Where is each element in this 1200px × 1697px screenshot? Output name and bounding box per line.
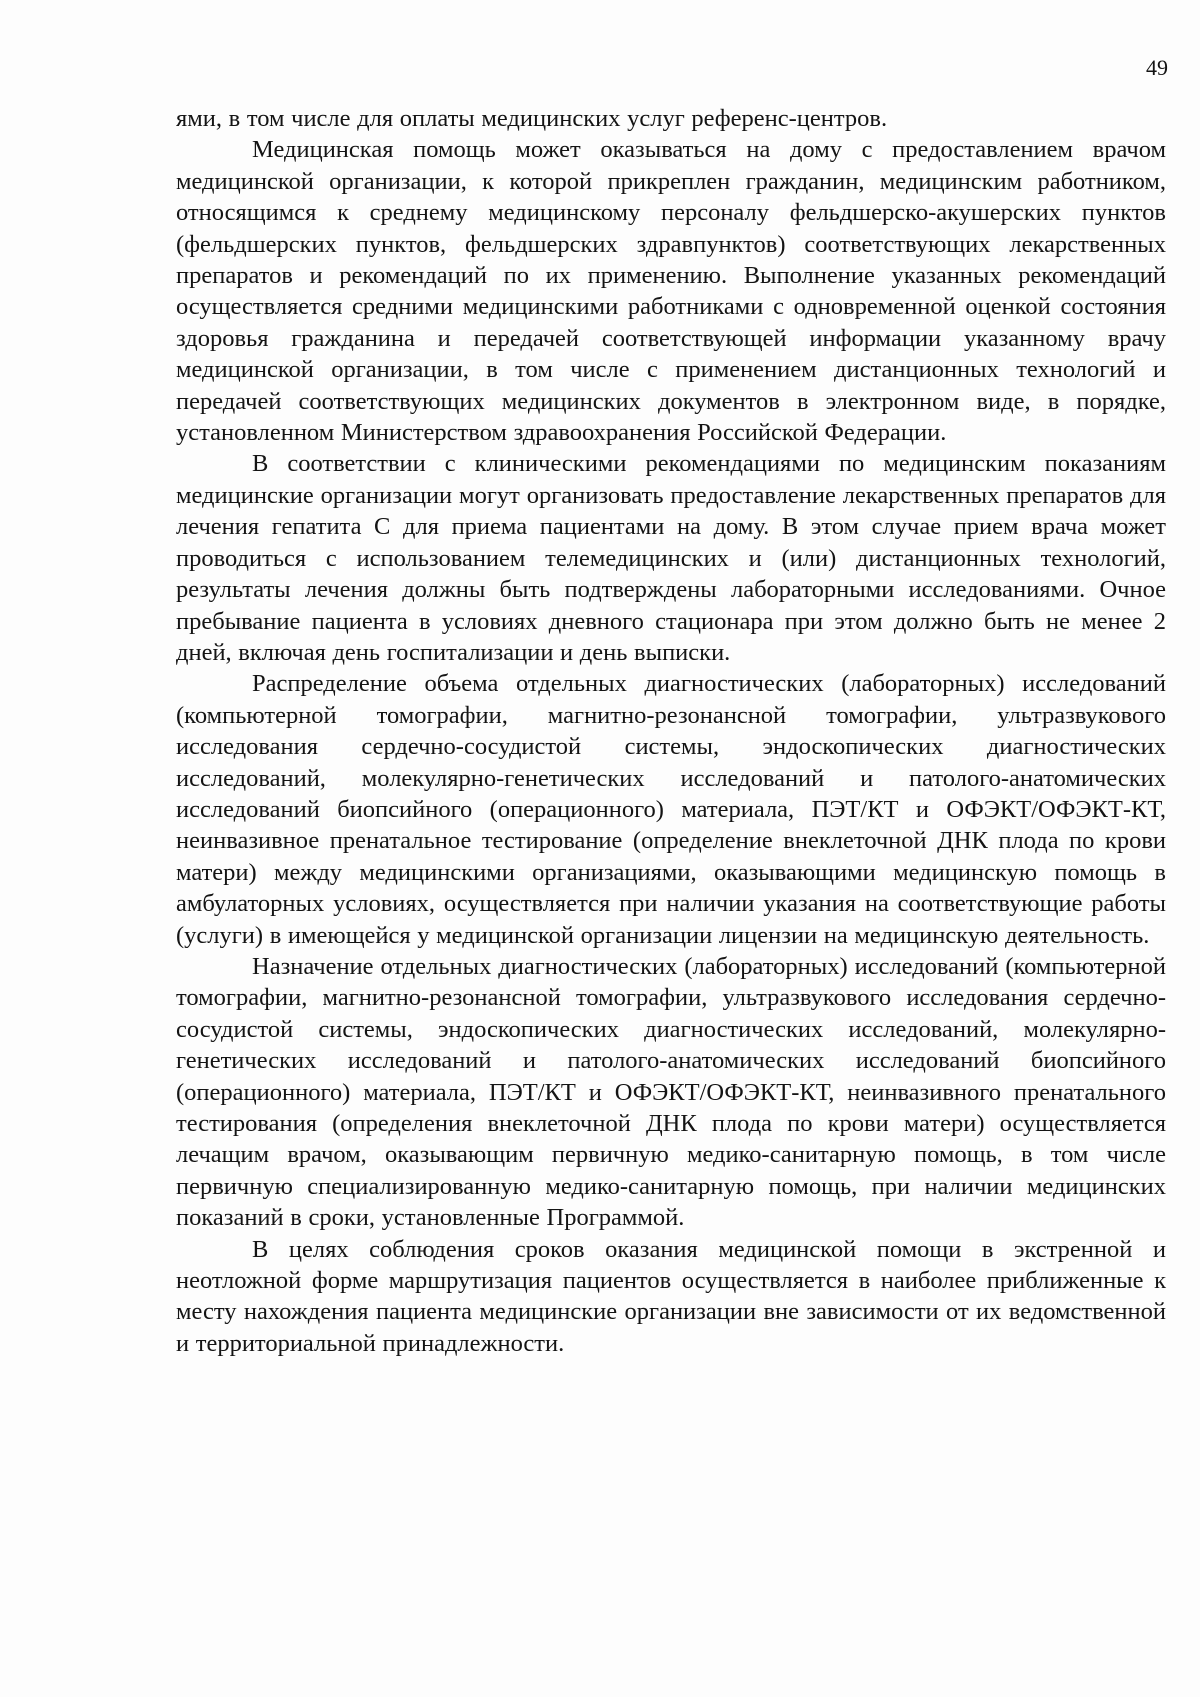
document-body xyxy=(176,103,1166,1359)
paragraph-diagnostic-prescription: Назначение отдельных диагностических (лабораторных) исследований (компьютерной томографии, магнитно-резонансной томографии, ультразвукового исследования сердечно-сосудистой системы, эндоскопических диагностических исследований, молекулярно-генетических исследований и патолого-анатомических исследований биопсийного (операционного) материала, ПЭТ/КТ и ОФЭКТ/ОФЭКТ-КТ, неинвазивного пренатального тестирования (определения внеклеточной ДНК плода по крови матери) осуществляется лечащим врачом, оказывающим первичную медико-санитарную помощь, в том числе первичную специализированную медико-санитарную помощь, при наличии медицинских показаний в сроки, установленные Программой. xyxy=(176,952,1166,1232)
paragraph-hepatitis-c: В соответствии с клиническими рекомендациями по медицинским показаниям медицинские организации могут организовать предоставление лекарственных препаратов для лечения гепатита С для приема пациентами на дому. В этом случае прием врача может проводиться с использованием телемедицинских и (или) дистанционных технологий, результаты лечения должны быть подтверждены лабораторными исследованиями. Очное пребывание пациента в условиях дневного стационара при этом должно быть не менее 2 дней, включая день госпитализации и день выписки. xyxy=(176,450,1166,666)
paragraph-emergency-routing: В целях соблюдения сроков оказания медицинской помощи в экстренной и неотложной форме маршрутизация пациентов осуществляется в наиболее приближенные к месту нахождения пациента медицинские организации вне зависимости от их ведомственной и территориальной принадлежности. xyxy=(176,1235,1166,1357)
paragraph-home-care: Медицинская помощь может оказываться на дому с предоставлением врачом медицинской организации, к которой прикреплен гражданин, медицинским работником, относящимся к среднему медицинскому персоналу фельдшерско-акушерских пунктов (фельдшерских пунктов, фельдшерских здравпунктов) соответствующих лекарственных препаратов и рекомендаций по их применению. Выполнение указанных рекомендаций осуществляется средними медицинскими работниками с одновременной оценкой состояния здоровья гражданина и передачей соответствующей информации указанному врачу медицинской организации, в том числе с применением дистанционных технологий и передачей соответствующих медицинских документов в электронном виде, в порядке, установленном Министерством здравоохранения Российской Федерации. xyxy=(176,136,1166,447)
paragraph-diagnostic-distribution: Распределение объема отдельных диагностических (лабораторных) исследований (компьютерной томографии, магнитно-резонансной томографии, ультразвукового исследования сердечно-сосудистой системы, эндоскопических диагностических исследований, молекулярно-генетических исследований и патолого-анатомических исследований биопсийного (операционного) материала, ПЭТ/КТ и ОФЭКТ/ОФЭКТ-КТ, неинвазивное пренатальное тестирование (определение внеклеточной ДНК плода по крови матери) между медицинскими организациями, оказывающими медицинскую помощь в амбулаторных условиях, осуществляется при наличии указания на соответствующие работы (услуги) в имеющейся у медицинской организации лицензии на медицинскую деятельность. xyxy=(176,670,1166,949)
paragraph-continuation: ями, в том числе для оплаты медицинских услуг референс-центров. xyxy=(176,105,888,132)
page-number: 49 xyxy=(1146,55,1168,80)
